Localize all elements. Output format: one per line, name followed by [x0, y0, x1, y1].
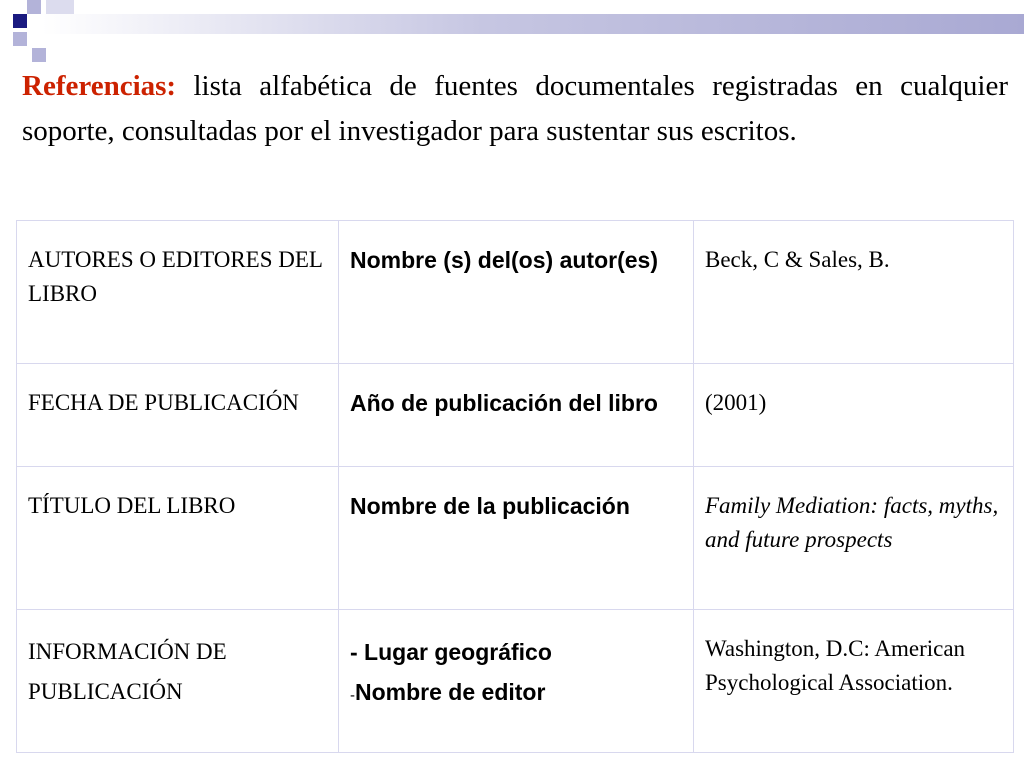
row-label-line: PUBLICACIÓN [28, 679, 183, 704]
row-example: Family Mediation: facts, myths, and future prospects [694, 467, 1014, 610]
table-row [17, 610, 1014, 753]
row-description: Nombre de la publicación [339, 467, 694, 610]
row-label: AUTORES O EDITORES DEL LIBRO [17, 221, 339, 364]
row-description-line [350, 672, 683, 716]
decor-square-lavender-3 [32, 48, 46, 62]
decor-square-lavender-2 [13, 32, 27, 46]
table-row [17, 364, 1014, 467]
definition-text: lista alfabética de fuentes documentales registradas en cualquier soporte, consultadas por el investigador para sustentar sus escritos. [22, 70, 1008, 147]
row-label: TÍTULO DEL LIBRO [17, 467, 339, 610]
decor-square-lavender [27, 0, 41, 14]
row-example: (2001) [694, 364, 1014, 467]
table-row [17, 467, 1014, 610]
row-description: Año de publicación del libro [339, 364, 694, 467]
intro-paragraph [22, 64, 1008, 154]
row-example: Beck, C & Sales, B. [694, 221, 1014, 364]
row-label: FECHA DE PUBLICACIÓN [17, 364, 339, 467]
decor-square-pale [46, 0, 74, 14]
row-label-line: INFORMACIÓN DE [28, 639, 227, 664]
row-example: Washington, D.C: American Psychological Association. [694, 610, 1014, 753]
reference-table [16, 220, 1014, 753]
description-dash: - [350, 687, 355, 704]
row-description-line: - Lugar geográfico [350, 639, 552, 665]
definition-term: Referencias: [22, 70, 177, 102]
table-row [17, 221, 1014, 364]
decor-square-navy [13, 14, 27, 28]
row-description: Nombre (s) del(os) autor(es) [339, 221, 694, 364]
row-label [17, 610, 339, 753]
header-gradient-bar [42, 14, 1024, 34]
row-description [339, 610, 694, 753]
description-line-text: Nombre de editor [355, 679, 546, 705]
